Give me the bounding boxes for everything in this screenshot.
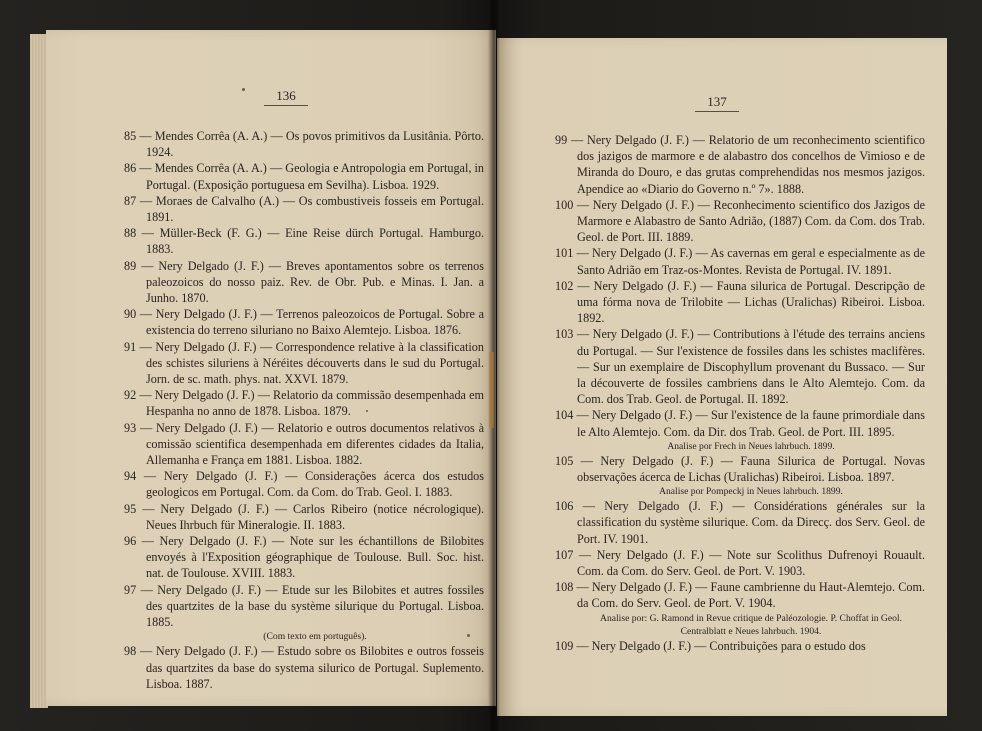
bibliography-entry: 105 — Nery Delgado (J. F.) — Fauna Silurica de Portugal. Novas observações ácerca de Lichas (Uralichas) Ribeiroi. Lisboa. 1897. bbox=[555, 453, 925, 485]
bibliography-entry: 85 — Mendes Corrêa (A. A.) — Os povos primitivos da Lusitânia. Pôrto. 1924. bbox=[124, 129, 484, 160]
page-number bbox=[256, 88, 316, 106]
entry-note: Analise por Pompeckj in Neues lahrbuch. 1899. bbox=[659, 486, 843, 498]
bibliography-entry: 107 — Nery Delgado (J. F.) — Note sur Scolithus Dufrenoyi Rouault. Com. da Com. do Serv. Geol. de Port. V. 1903. bbox=[555, 547, 925, 579]
page-number-rule bbox=[264, 105, 308, 106]
right-page bbox=[497, 38, 947, 716]
left-page bbox=[46, 30, 496, 706]
entry-note: Analise por Frech in Neues lahrbuch. 1899. bbox=[667, 440, 835, 452]
entry-note: (Com texto em português). bbox=[263, 631, 367, 643]
print-speck bbox=[242, 88, 245, 91]
bibliography-entry: 96 — Nery Delgado (J. F.) — Note sur les échantillons de Bilobites envoyés à l'Exposition géographique de Toulouse. Bull. Soc. hist. nat. de Toulouse. XVIII. 1883. bbox=[124, 534, 484, 581]
binding-thread bbox=[489, 352, 494, 428]
bibliography-entry: 88 — Müller-Beck (F. G.) — Eine Reise dürch Portugal. Hamburgo. 1883. bbox=[124, 226, 484, 257]
print-speck bbox=[366, 410, 368, 412]
page-number-text: 136 bbox=[276, 88, 296, 103]
bibliography-entry: 95 — Nery Delgado (J. F.) — Carlos Ribeiro (notice nécrologique). Neues Ihrbuch für Mineralogie. II. 1883. bbox=[124, 501, 484, 532]
bibliography-entry: 106 — Nery Delgado (J. F.) — Considérations générales sur la classification du système silurique. Com. da Direcç. dos Serv. Geol. de Port. IV. 1901. bbox=[555, 499, 925, 546]
bibliography-entry: 98 — Nery Delgado (J. F.) — Estudo sobre os Bilobites e outros fosseis das quartzites da base do systema silurico de Portugal. Suplemento. Lisboa. 1887. bbox=[124, 644, 484, 691]
page-number-text: 137 bbox=[707, 94, 727, 109]
bibliography-entry: 91 — Nery Delgado (J. F.) — Correspondence relative à la classification des schistes siluriens à Néréites découverts dans le sud du Portugal. Jorn. de sc. math. phys. nat. XXVI. 1879. bbox=[124, 339, 484, 387]
bibliography-entry: 104 — Nery Delgado (J. F.) — Sur l'existence de la faune primordiale dans le Alto Alemtejo. Com. da Dir. dos Trab. Geol. de Port. III. 1895. bbox=[555, 408, 925, 439]
bibliography-entry: 102 — Nery Delgado (J. F.) — Fauna silurica de Portugal. Descripção de uma fórma nova de Trilobite — Lichas (Uralichas) Ribeiroi. Lisboa. 1892. bbox=[555, 278, 925, 326]
bibliography-entry: 109 — Nery Delgado (J. F.) — Contribuições para o estudo dos bbox=[555, 638, 866, 653]
bibliography-entry: 87 — Moraes de Calvalho (A.) — Os combustiveis fosseis em Portugal. 1891. bbox=[124, 193, 484, 225]
bibliography-entry: 97 — Nery Delgado (J. F.) — Etude sur les Bilobites et autres fossiles des quartzites de la base du système silurique du Portugal. Lisboa. 1885. bbox=[124, 582, 484, 630]
bibliography-entry: 92 — Nery Delgado (J. F.) — Relatorio da commissão desempenhada em Hespanha no anno de 1878. Lisboa. 1879. bbox=[124, 388, 484, 419]
bibliography-list bbox=[555, 132, 925, 654]
bibliography-list bbox=[124, 128, 484, 692]
print-speck bbox=[467, 634, 470, 637]
bibliography-entry: 89 — Nery Delgado (J. F.) — Breves apontamentos sobre os terrenos paleozoicos do nosso paiz. Rev. de Obr. Pub. e Minas. I. Jan. a Junho. 1870. bbox=[124, 258, 484, 306]
bibliography-entry: 90 — Nery Delgado (J. F.) — Terrenos paleozoicos de Portugal. Sobre a existencia do terreno siluriano no Baixo Alemtejo. Lisboa. 1876. bbox=[124, 307, 484, 338]
bibliography-entry: 100 — Nery Delgado (J. F.) — Reconhecimento scientifico dos Jazigos de Marmore e Alabastro de Santo Adrião, (1887) Com. da Com. dos Trab. Geol. de Port. III. 1889. bbox=[555, 197, 925, 245]
entry-note: Analise por: G. Ramond in Revue critique de Paléozologie. P. Choffat in Geol. Centralblatt e Neues lahrbuch. 1904. bbox=[600, 612, 902, 637]
page-number-rule bbox=[695, 111, 739, 112]
bibliography-entry: 99 — Nery Delgado (J. F.) — Relatorio de um reconhecimento scientifico dos jazigos de marmore e de alabastro dos concelhos de Vimioso e de Miranda do Douro, e das grutas comprehendidas nos mesmos jazigos. Apendice ao «Diario do Governo n.º 7». 1888. bbox=[555, 133, 925, 196]
bibliography-entry: 103 — Nery Delgado (J. F.) — Contributions à l'étude des terrains anciens du Portugal. — Sur l'existence de fossiles dans les schistes maclifères. — Sur un exemplaire de Discophyllum provenant du Bussaco. — Sur la découverte de fossiles cambriens dans le Alto Alemtejo. Com. da Com. dos Trab. Geol. de Portugal. II. 1892. bbox=[555, 327, 925, 407]
bibliography-entry: 101 — Nery Delgado (J. F.) — As cavernas em geral e especialmente as de Santo Adrião em Traz-os-Montes. Revista de Portugal. IV. 1891. bbox=[555, 246, 925, 277]
page-number bbox=[687, 94, 747, 112]
bibliography-entry: 86 — Mendes Corrêa (A. A.) — Geologia e Antropologia em Portugal, in Portugal. (Exposição portuguesa em Sevilha). Lisboa. 1929. bbox=[124, 161, 484, 192]
bibliography-entry: 94 — Nery Delgado (J. F.) — Considerações ácerca dos estudos geologicos em Portugal. Com. da Com. do Trab. Geol. I. 1883. bbox=[124, 469, 484, 500]
bibliography-entry: 108 — Nery Delgado (J. F.) — Faune cambrienne du Haut-Alemtejo. Com. da Com. do Serv. Geol. de Port. V. 1904. bbox=[555, 580, 925, 611]
bibliography-entry: 93 — Nery Delgado (J. F.) — Relatorio e outros documentos relativos à comissão scientifica desempenhada em diferentes cidades da Italia, Allemanha e França em 1881. Lisboa. 1882. bbox=[124, 420, 484, 468]
